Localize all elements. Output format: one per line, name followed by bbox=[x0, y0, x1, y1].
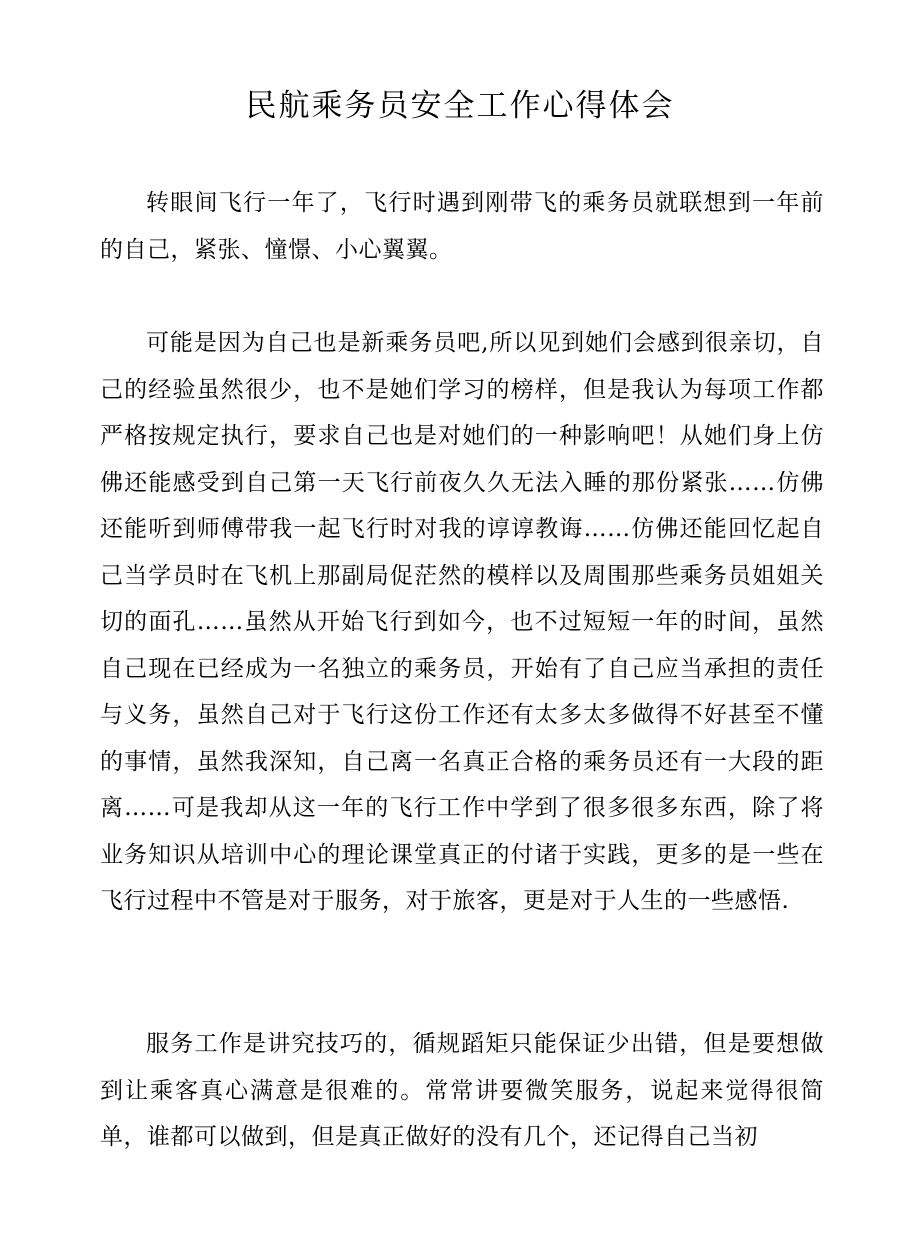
paragraph-3: 服务工作是讲究技巧的，循规蹈矩只能保证少出错，但是要想做到让乘客真心满意是很难的。常常讲要微笑服务，说起来觉得很简单，谁都可以做到，但是真正做好的没有几个，还记得自己当初 bbox=[100, 1031, 824, 1150]
paragraph-2: 可能是因为自己也是新乘务员吧,所以见到她们会感到很亲切，自己的经验虽然很少，也不是她们学习的榜样，但是我认为每项工作都严格按规定执行，要求自己也是对她们的一种影响吧！从她们身上仿佛还能感受到自己第一天飞行前夜久久无法入睡的那份紧张……仿佛还能听到师傅带我一起飞行时对我的谆谆教诲……仿佛还能回忆起自己当学员时在飞机上那副局促茫然的模样以及周围那些乘务员姐姐关切的面孔……虽然从开始飞行到如今，也不过短短一年的时间，虽然自己现在已经成为一名独立的乘务员，开始有了自己应当承担的责任与义务，虽然自己对于飞行这份工作还有太多太多做得不好甚至不懂的事情，虽然我深知，自己离一名真正合格的乘务员还有一大段的距离……可是我却从这一年的飞行工作中学到了很多很多东西，除了将业务知识从培训中心的理论课堂真正的付诸于实践，更多的是一些在飞行过程中不管是对于服务，对于旅客，更是对于人生的一些感悟. bbox=[100, 330, 824, 914]
document-title: 民航乘务员安全工作心得体会 bbox=[245, 88, 675, 124]
paragraph-1: 转眼间飞行一年了，飞行时遇到刚带飞的乘务员就联想到一年前的自己，紧张、憧憬、小心翼翼。 bbox=[100, 190, 824, 263]
